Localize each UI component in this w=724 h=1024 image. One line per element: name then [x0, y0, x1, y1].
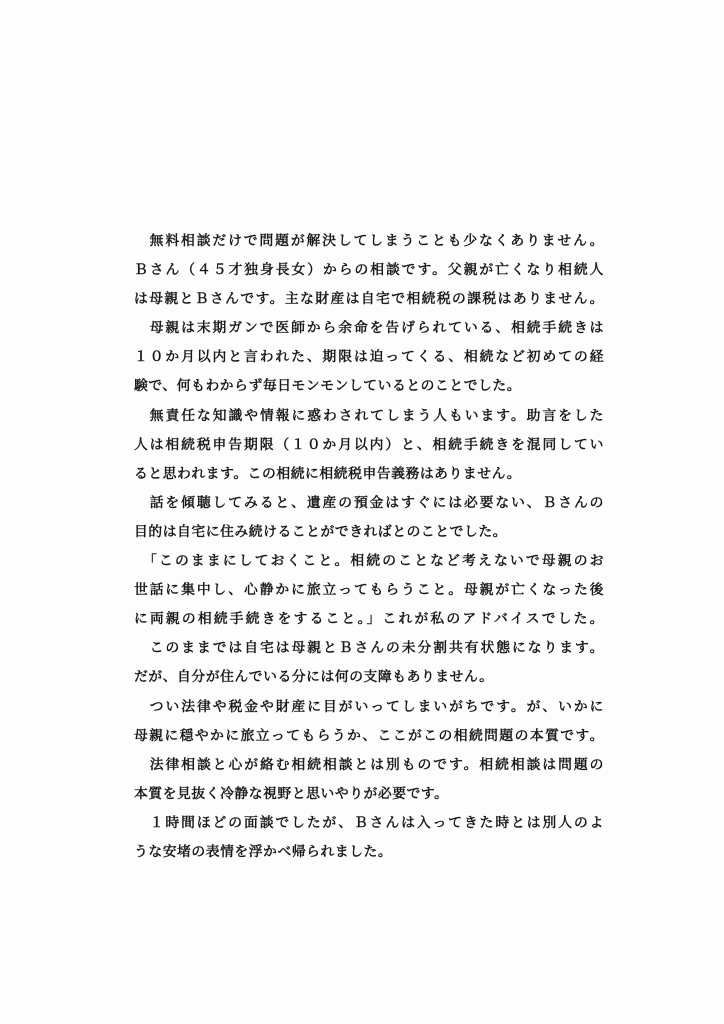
- text-line: １時間ほどの面談でしたが、Ｂさんは入ってきた時とは別人のよ: [134, 814, 604, 831]
- text-line: 母親は末期ガンで医師から余命を告げられている、相続手続きは: [134, 320, 604, 337]
- text-line: 無料相談だけで問題が解決してしまうことも少なくありません。: [134, 233, 604, 249]
- text-line: 目的は自宅に住み続けることができればとのことでした。: [134, 523, 508, 540]
- text-line: １０か月以内と言われた、期限は迫ってくる、相続など初めての経: [134, 349, 604, 366]
- text-line: つい法律や税金や財産に目がいってしまいがちです。が、いかに: [134, 698, 604, 715]
- text-line: 人は相続税申告期限（１０か月以内）と、相続手続きを混同してい: [134, 436, 604, 453]
- text-line: 母親に穏やかに旅立ってもらうか、ここがこの相続問題の本質です。: [134, 727, 604, 744]
- text-line: だが、自分が住んでいる分には何の支障もありません。: [134, 669, 494, 686]
- text-line: 「このままにしておくこと。相続のことなど考えないで母親のお: [134, 553, 604, 570]
- text-line: 本質を見抜く冷静な視野と思いやりが必要です。: [134, 785, 449, 802]
- text-line: うな安堵の表情を浮かべ帰られました。: [134, 843, 393, 860]
- text-line: 法律相談と心が絡む相続相談とは別ものです。相続相談は問題の: [134, 756, 604, 773]
- text-line: ると思われます。この相続に相続税申告義務はありません。: [134, 465, 522, 482]
- text-line: 験で、何もわからず毎日モンモンしているとのことでした。: [134, 378, 522, 395]
- text-line: 世話に集中し、心静かに旅立ってもらうこと。母親が亡くなった後: [134, 582, 604, 599]
- text-line: 話を傾聴してみると、遺産の預金はすぐには必要ない、Ｂさんの: [134, 494, 604, 511]
- text-line: に両親の相続手続きをすること。」これが私のアドバイスでした。: [134, 611, 604, 628]
- text-line: は母親とＢさんです。主な財産は自宅で相続税の課税はありません。: [134, 291, 604, 308]
- text-line: 無責任な知識や情報に惑わされてしまう人もいます。助言をした: [134, 407, 604, 424]
- body-text: [134, 227, 604, 867]
- text-line: このままでは自宅は母親とＢさんの未分割共有状態になります。: [134, 640, 604, 657]
- text-line: Ｂさん（４５才独身長女）からの相談です。父親が亡くなり相続人: [134, 262, 604, 279]
